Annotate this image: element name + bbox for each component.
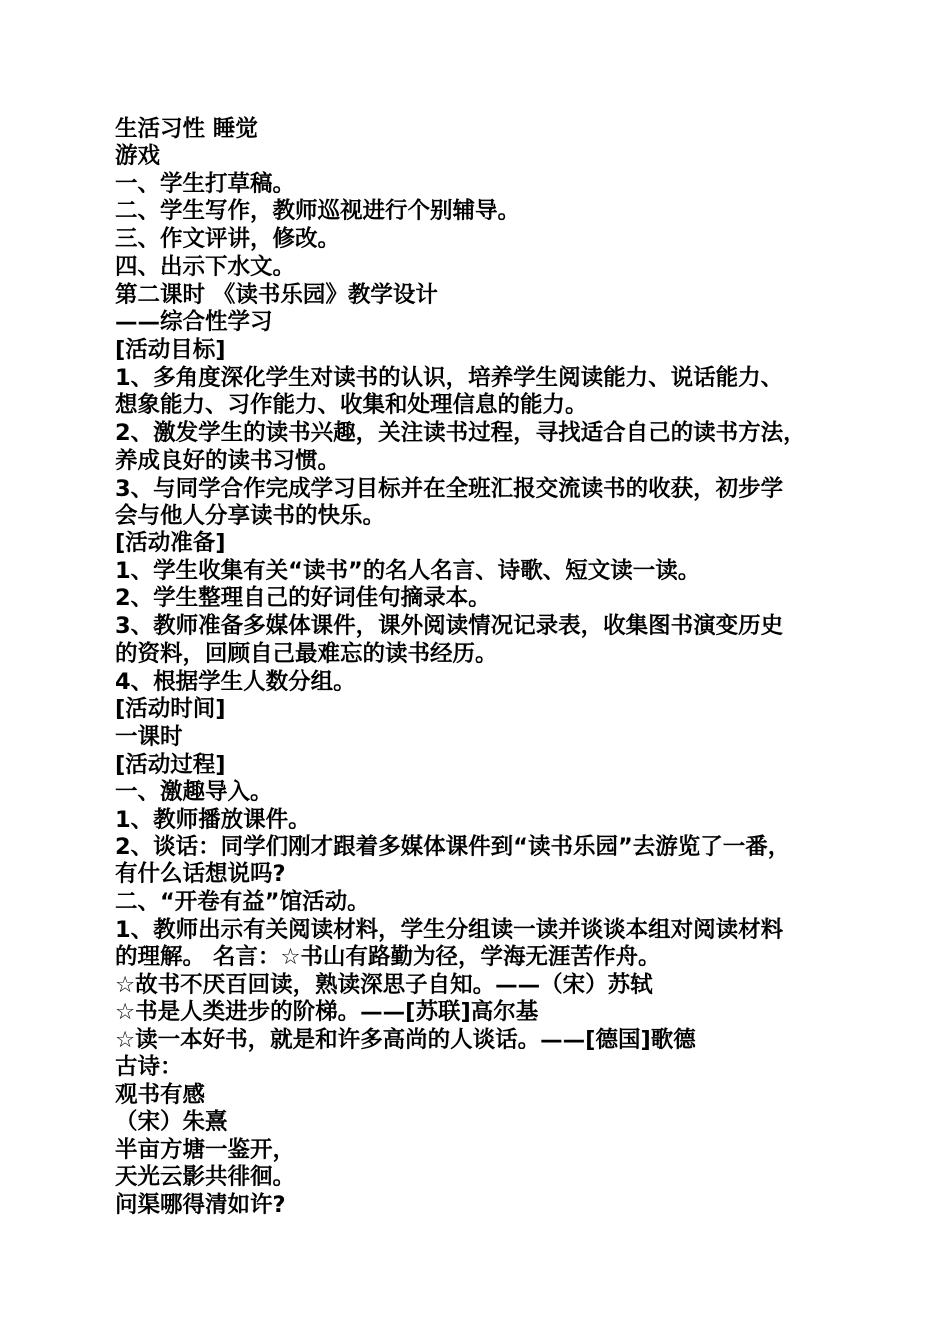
text-line: 会与他人分享读书的快乐。 — [115, 503, 386, 529]
text-line: 一、学生打草稿。 — [115, 171, 296, 197]
quote-line: ☆书是人类进步的阶梯。——[苏联]高尔基 — [115, 999, 539, 1025]
text-line: 2、学生整理自己的好词佳句摘录本。 — [115, 585, 491, 611]
section-heading: [活动时间] — [115, 696, 226, 722]
section-heading: [活动目标] — [115, 337, 226, 363]
text-line: 2、谈话：同学们刚才跟着多媒体课件到“读书乐园”去游览了一番， — [115, 834, 791, 860]
section-heading: [活动过程] — [115, 752, 226, 778]
poem-line: 问渠哪得清如许? — [115, 1192, 286, 1218]
section-title: 第二课时 《读书乐园》教学设计 — [115, 282, 438, 308]
text-line: 1、多角度深化学生对读书的认识，培养学生阅读能力、说话能力、 — [115, 365, 784, 391]
poem-author: （宋）朱熹 — [115, 1109, 228, 1135]
text-line: 4、根据学生人数分组。 — [115, 669, 356, 695]
text-line: 想象能力、习作能力、收集和处理信息的能力。 — [115, 392, 588, 418]
text-line: 二、学生写作，教师巡视进行个别辅导。 — [115, 198, 521, 224]
text-line: 3、与同学合作完成学习目标并在全班汇报交流读书的收获，初步学 — [115, 476, 784, 502]
text-line: 游戏 — [115, 143, 161, 169]
poem-line: 天光云影共徘徊。 — [115, 1164, 296, 1190]
text-line: 二、“开卷有益”馆活动。 — [115, 889, 370, 915]
quote-line: ☆读一本好书，就是和许多高尚的人谈话。——[德国]歌德 — [115, 1027, 696, 1053]
text-line: 一、激趣导入。 — [115, 779, 273, 805]
poem-title: 观书有感 — [115, 1082, 206, 1108]
text-line: 1、学生收集有关“读书”的名人名言、诗歌、短文读一读。 — [115, 558, 701, 584]
text-line: 3、教师准备多媒体课件，课外阅读情况记录表，收集图书演变历史 — [115, 613, 784, 639]
quote-line: ☆故书不厌百回读，熟读深思子自知。——（宋）苏轼 — [115, 972, 653, 998]
section-heading: [活动准备] — [115, 530, 226, 556]
text-line: 2、激发学生的读书兴趣，关注读书过程，寻找适合自己的读书方法， — [115, 420, 806, 446]
text-line: 一课时 — [115, 724, 183, 750]
text-line: 生活习性 睡觉 — [115, 116, 258, 142]
text-line: 有什么话想说吗? — [115, 861, 286, 887]
text-line: 养成良好的读书习惯。 — [115, 448, 341, 474]
section-subtitle: ——综合性学习 — [115, 309, 273, 335]
text-line: 的理解。 名言：☆书山有路勤为径，学海无涯苦作舟。 — [115, 944, 661, 970]
poem-line: 半亩方塘一鉴开， — [115, 1137, 296, 1163]
text-line: 1、教师出示有关阅读材料，学生分组读一读并谈谈本组对阅读材料 — [115, 917, 784, 943]
text-line: 四、出示下水文。 — [115, 254, 296, 280]
text-line: 1、教师播放课件。 — [115, 807, 311, 833]
text-line: 三、作文评讲，修改。 — [115, 226, 341, 252]
text-line: 古诗： — [115, 1054, 183, 1080]
text-line: 的资料，回顾自己最难忘的读书经历。 — [115, 641, 498, 667]
